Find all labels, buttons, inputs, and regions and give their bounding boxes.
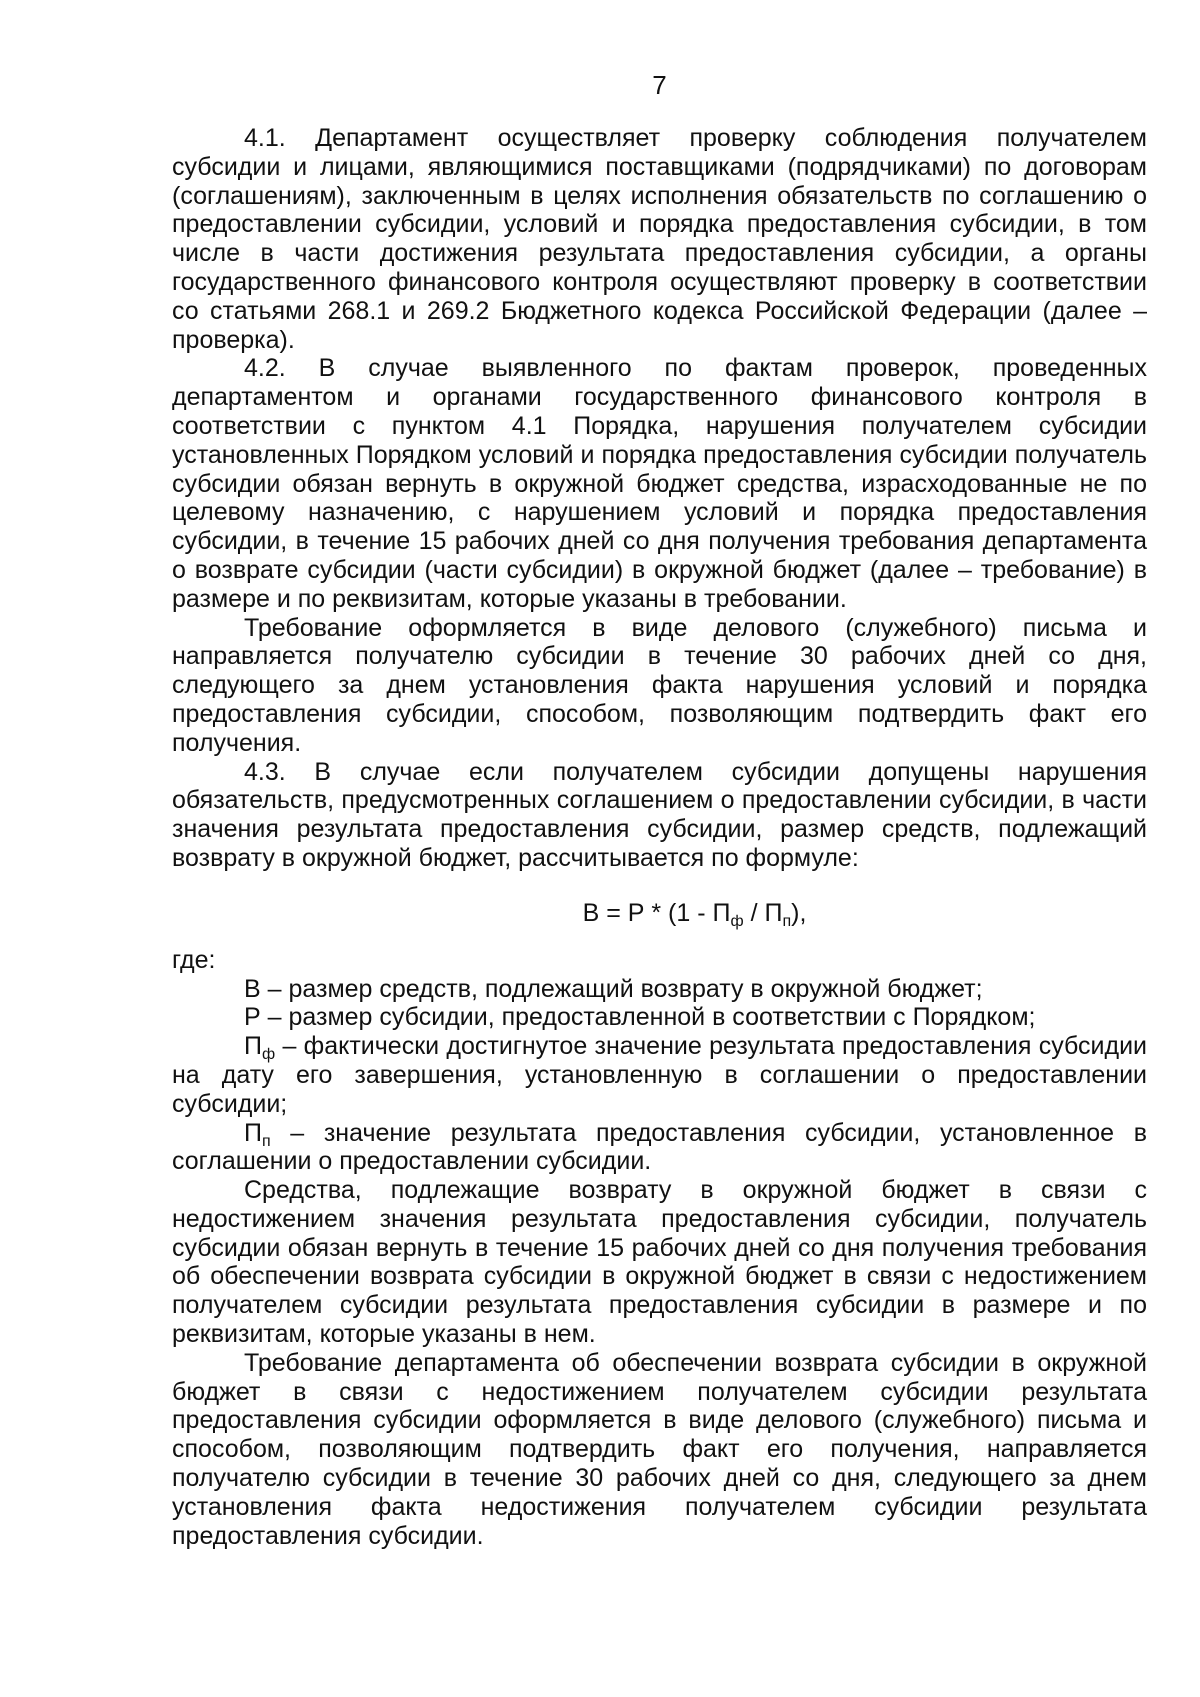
paragraph-refund-requirement: Требование департамента об обеспечении возврата субсидии в окружной бюджет в связи с недостижением получателем субсидии результата предоставления субсидии оформляется в виде делового (служебного) письма и способом, позволяющим подтвердить факт его получения, направляется получателю субсидии в течение 30 рабочих дней со дня, следующего за днем установления факта недостижения получателем субсидии результата предоставления субсидии. bbox=[172, 1348, 1147, 1550]
formula-sub-2: п bbox=[782, 912, 792, 930]
document-page bbox=[172, 0, 1147, 1697]
formula-part-3: ), bbox=[791, 898, 807, 927]
where-label: где: bbox=[172, 945, 216, 974]
document-body bbox=[172, 124, 1147, 1550]
definition-pp-symbol: П bbox=[244, 1118, 262, 1147]
paragraph-refund-deadline: Средства, подлежащие возврату в окружной бюджет в связи с недостижением значения результата предоставления субсидии, получатель субсидии обязан вернуть в течение 15 рабочих дней со дня получения требования об обеспечении возврата субсидии в окружной бюджет в связи с недостижением получателем субсидии результата предоставления субсидии в размере и по реквизитам, которые указаны в нем. bbox=[172, 1176, 1147, 1349]
formula-sub-1: ф bbox=[730, 912, 744, 930]
definition-pf-symbol: П bbox=[244, 1032, 262, 1061]
definition-pf bbox=[172, 1032, 1147, 1118]
paragraph-4-2: 4.2. В случае выявленного по фактам проверок, проведенных департаментом и органами государственного финансового контроля в соответствии с пунктом 4.1 Порядка, нарушения получателем субсидии установленных Порядком условий и порядка предоставления субсидии получатель субсидии обязан вернуть в окружной бюджет средства, израсходованные не по целевому назначению, с нарушением условий и порядка предоставления субсидии, в течение 15 рабочих дней со дня получения требования департамента о возврате субсидии (части субсидии) в окружной бюджет (далее – требование) в размере и по реквизитам, которые указаны в требовании. bbox=[172, 354, 1147, 613]
paragraph-requirement: Требование оформляется в виде делового (служебного) письма и направляется получателю субсидии в течение 30 рабочих дней со дня, следующего за днем установления факта нарушения условий и порядка предоставления субсидии, способом, позволяющим подтвердить факт его получения. bbox=[172, 613, 1147, 757]
definition-b: В – размер средств, подлежащий возврату в окружной бюджет; bbox=[244, 974, 983, 1003]
refund-formula bbox=[172, 898, 1147, 928]
definition-pf-text: – фактически достигнутое значение результата предоставления субсидии на дату его завершения, установленную в соглашении о предоставлении субсидии; bbox=[172, 1032, 1147, 1118]
definition-pp-text: – значение результата предоставления субсидии, установленное в соглашении о предоставлении субсидии. bbox=[172, 1118, 1147, 1176]
definition-pp-subscript: п bbox=[261, 1132, 271, 1150]
formula-part-2: / П bbox=[743, 898, 783, 927]
definition-pf-subscript: ф bbox=[261, 1046, 276, 1064]
definition-r: Р – размер субсидии, предоставленной в соответствии с Порядком; bbox=[244, 1003, 1036, 1032]
paragraph-4-3: 4.3. В случае если получателем субсидии допущены нарушения обязательств, предусмотренных соглашением о предоставлении субсидии, в части значения результата предоставления субсидии, размер средств, подлежащий возврату в окружной бюджет, рассчитывается по формуле: bbox=[172, 757, 1147, 872]
definition-pp bbox=[172, 1119, 1147, 1177]
paragraph-4-1: 4.1. Департамент осуществляет проверку соблюдения получателем субсидии и лицами, являющимися поставщиками (подрядчиками) по договорам (соглашениям), заключенным в целях исполнения обязательств по соглашению о предоставлении субсидии, условий и порядка предоставления субсидии, в том числе в части достижения результата предоставления субсидии, а органы государственного финансового контроля осуществляют проверку в соответствии со статьями 268.1 и 269.2 Бюджетного кодекса Российской Федерации (далее – проверка). bbox=[172, 124, 1147, 354]
formula-part-1: В = Р * (1 - П bbox=[582, 898, 731, 927]
page-number: 7 bbox=[652, 70, 667, 100]
